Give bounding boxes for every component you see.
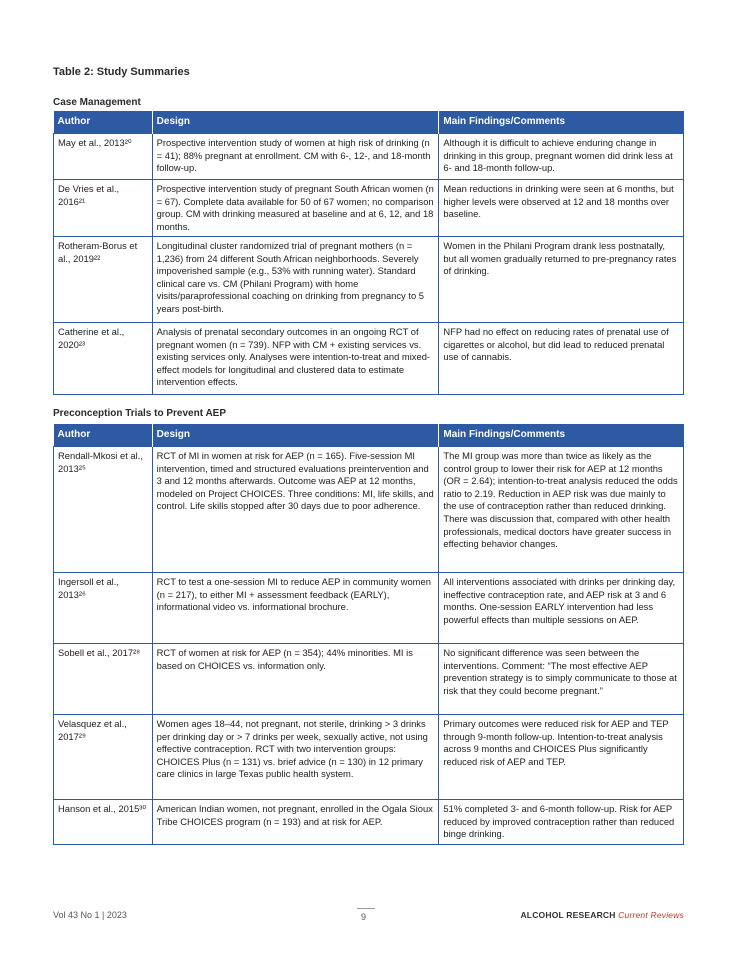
header-author: Author <box>54 111 153 134</box>
page-number: 9 <box>361 912 367 922</box>
findings-cell: NFP had no effect on reducing rates of prenatal use of cigarettes or alcohol, but did lead to reduced prenatal use of cannabis. <box>439 323 684 395</box>
design-cell: Analysis of prenatal secondary outcomes in an ongoing RCT of pregnant women (n = 739). NFP with CM + existing services vs. existing services only. Analyses were intention-to-treat and mixed-effect models for longitudinal and clustered data to estimate intervention effects. <box>152 323 439 395</box>
design-cell: RCT of women at risk for AEP (n = 354); 44% minorities. MI is based on CHOICES vs. information only. <box>152 644 439 715</box>
table-header-row <box>54 111 684 134</box>
footer-divider <box>357 908 375 909</box>
author-cell: De Vries et al., 2016²¹ <box>54 180 153 237</box>
findings-cell: All interventions associated with drinks per drinking day, ineffective contraception rate, and AEP risk at 3 and 6 months. One-session EARLY intervention had less powerful effects than multiple sessions on AEP. <box>439 573 684 644</box>
findings-cell: No significant difference was seen between the interventions. Comment: “The most effective AEP prevention strategy is to simply communicate to those at risk that they could become pregnant.” <box>439 644 684 715</box>
author-cell: Catherine et al., 2020²³ <box>54 323 153 395</box>
case-management-table <box>53 111 684 395</box>
table-row <box>54 800 684 845</box>
table-row <box>54 237 684 323</box>
section-title-preconception: Preconception Trials to Prevent AEP <box>53 408 227 419</box>
header-design: Design <box>152 424 439 447</box>
findings-cell: 51% completed 3- and 6-month follow-up. Risk for AEP reduced by improved contraception rather than reduced binge drinking. <box>439 800 684 845</box>
author-cell: Rotheram-Borus et al., 2019²² <box>54 237 153 323</box>
author-cell: May et al., 2013²⁰ <box>54 134 153 180</box>
design-cell: RCT of MI in women at risk for AEP (n = 165). Five-session MI intervention, timed and structured evaluations preintervention and 3 and 12 months afterwards. Outcome was AEP at 12 months, modeled on Project CHOICES. Three conditions: MI, life skills, and control. Life skills stopped after 30 days due to poor adherence. <box>152 447 439 573</box>
table-title: Table 2: Study Summaries <box>53 66 190 78</box>
table-row <box>54 644 684 715</box>
author-cell: Rendall-Mkosi et al., 2013²⁵ <box>54 447 153 573</box>
table-row <box>54 573 684 644</box>
findings-cell: The MI group was more than twice as likely as the control group to lower their risk for AEP at 12 months (OR = 2.64); intention-to-treat analysis reduced the odds ratio to 2.19. Reduction in AEP risk was due mainly to the use of contraception rather than reduced drinking. There was discussion that, compared with other health professionals, medical doctors have greater success in effecting behavior changes. <box>439 447 684 573</box>
journal-name <box>520 910 684 920</box>
journal-subtitle: Current Reviews <box>618 910 684 920</box>
design-cell: Prospective intervention study of pregnant South African women (n = 67). Complete data available for 50 of 67 women; no comparison group. CM with drinking measured at baseline and at 6, 12, and 18 months. <box>152 180 439 237</box>
findings-cell: Mean reductions in drinking were seen at 6 months, but higher levels were observed at 12 and 18 months over baseline. <box>439 180 684 237</box>
table-row <box>54 715 684 800</box>
table-row <box>54 134 684 180</box>
design-cell: Prospective intervention study of women at high risk of drinking (n = 41); 88% pregnant at enrollment. CM with 6-, 12-, and 18-month follow-up. <box>152 134 439 180</box>
author-cell: Velasquez et al., 2017²⁹ <box>54 715 153 800</box>
footer-volume: Vol 43 No 1 | 2023 <box>53 910 127 920</box>
table-header-row <box>54 424 684 447</box>
table-row <box>54 323 684 395</box>
header-findings: Main Findings/Comments <box>439 424 684 447</box>
header-design: Design <box>152 111 439 134</box>
table-row <box>54 180 684 237</box>
findings-cell: Women in the Philani Program drank less postnatally, but all women gradually returned to pre-pregnancy rates of drinking. <box>439 237 684 323</box>
header-findings: Main Findings/Comments <box>439 111 684 134</box>
author-cell: Sobell et al., 2017²⁸ <box>54 644 153 715</box>
journal-title: ALCOHOL RESEARCH <box>520 910 616 920</box>
design-cell: Women ages 18–44, not pregnant, not sterile, drinking > 3 drinks per drinking day or > 7 drinks per week, sexually active, not using effective contraception. RCT with two intervention groups: CHOICES Plus (n = 131) vs. brief advice (n = 130) in 12 primary care clinics in large Texas public health system. <box>152 715 439 800</box>
design-cell: RCT to test a one-session MI to reduce AEP in community women (n = 217), to either MI + assessment feedback (EARLY), informational video vs. informational brochure. <box>152 573 439 644</box>
table-row <box>54 447 684 573</box>
section-title-case-management: Case Management <box>53 97 141 108</box>
author-cell: Hanson et al., 2015³⁰ <box>54 800 153 845</box>
findings-cell: Primary outcomes were reduced risk for AEP and TEP through 9-month follow-up. Intention-to-treat analysis across 9 months and CHOICES Plus significantly reduced risk of AEP and TEP. <box>439 715 684 800</box>
design-cell: American Indian women, not pregnant, enrolled in the Ogala Sioux Tribe CHOICES program (n = 193) and at risk for AEP. <box>152 800 439 845</box>
design-cell: Longitudinal cluster randomized trial of pregnant mothers (n = 1,236) from 24 different South African neighborhoods. Severely impoverished sample (e.g., 53% with running water). Standard clinical care vs. CM (Philani Program) with home visits/paraprofessional coaching on drinking from pregnancy to 5 years post-birth. <box>152 237 439 323</box>
author-cell: Ingersoll et al., 2013²⁶ <box>54 573 153 644</box>
findings-cell: Although it is difficult to achieve enduring change in drinking in this group, pregnant women did drink less at 6- and 18-month follow-up. <box>439 134 684 180</box>
header-author: Author <box>54 424 153 447</box>
preconception-table <box>53 424 684 845</box>
